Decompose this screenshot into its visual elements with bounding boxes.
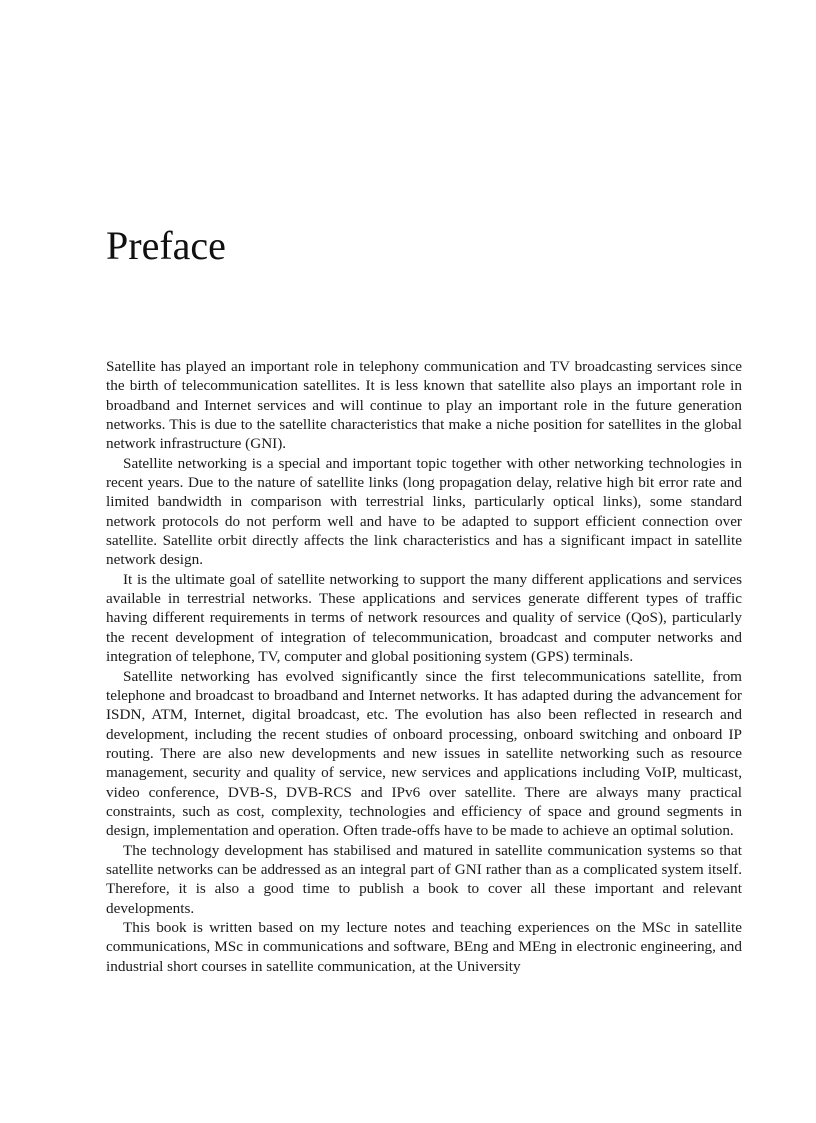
paragraph: This book is written based on my lecture notes and teaching experiences on the MSc in satellite communications, MSc in communications and software, BEng and MEng in electronic engineering, and industrial short courses in satellite communication, at the University xyxy=(106,918,742,975)
paragraph: Satellite networking has evolved significantly since the first telecommunications satellite, from telephone and broadcast to broadband and Internet networks. It has adapted during the advancement for ISDN, ATM, Internet, digital broadcast, etc. The evolution has also been reflected in research and development, including the recent studies of onboard processing, onboard switching and onboard IP routing. There are also new developments and new issues in satellite networking such as resource management, security and quality of service, new services and applications including VoIP, multicast, video conference, DVB-S, DVB-RCS and IPv6 over satellite. There are always many practical constraints, such as cost, complexity, technologies and efficiency of space and ground segments in design, implementation and operation. Often trade-offs have to be made to achieve an optimal solution. xyxy=(106,667,742,840)
page-title: Preface xyxy=(106,223,226,268)
paragraph: Satellite has played an important role in telephony communication and TV broadcasting services since the birth of telecommunication satellites. It is less known that satellite also plays an important role in broadband and Internet services and will continue to play an important role in the future generation networks. This is due to the satellite characteristics that make a niche position for satellites in the global network infrastructure (GNI). xyxy=(106,358,742,453)
paragraph: The technology development has stabilised and matured in satellite communication systems so that satellite networks can be addressed as an integral part of GNI rather than as a complicated system itself. Therefore, it is also a good time to publish a book to cover all these important and relevant developments. xyxy=(106,841,742,917)
paragraph: Satellite networking is a special and important topic together with other networking technologies in recent years. Due to the nature of satellite links (long propagation delay, relative high bit error rate and limited bandwidth in comparison with terrestrial links, particularly optical links), some standard network protocols do not perform well and have to be adapted to support efficient connection over satellite. Satellite orbit directly affects the link characteristics and has a significant impact in satellite network design. xyxy=(106,454,742,569)
paragraph: It is the ultimate goal of satellite networking to support the many different applications and services available in terrestrial networks. These applications and services generate different types of traffic having different requirements in terms of network resources and quality of service (QoS), particularly the recent development of integration of telecommunication, broadcast and computer networks and integration of telephone, TV, computer and global positioning system (GPS) terminals. xyxy=(106,570,742,666)
preface-body xyxy=(106,357,742,976)
